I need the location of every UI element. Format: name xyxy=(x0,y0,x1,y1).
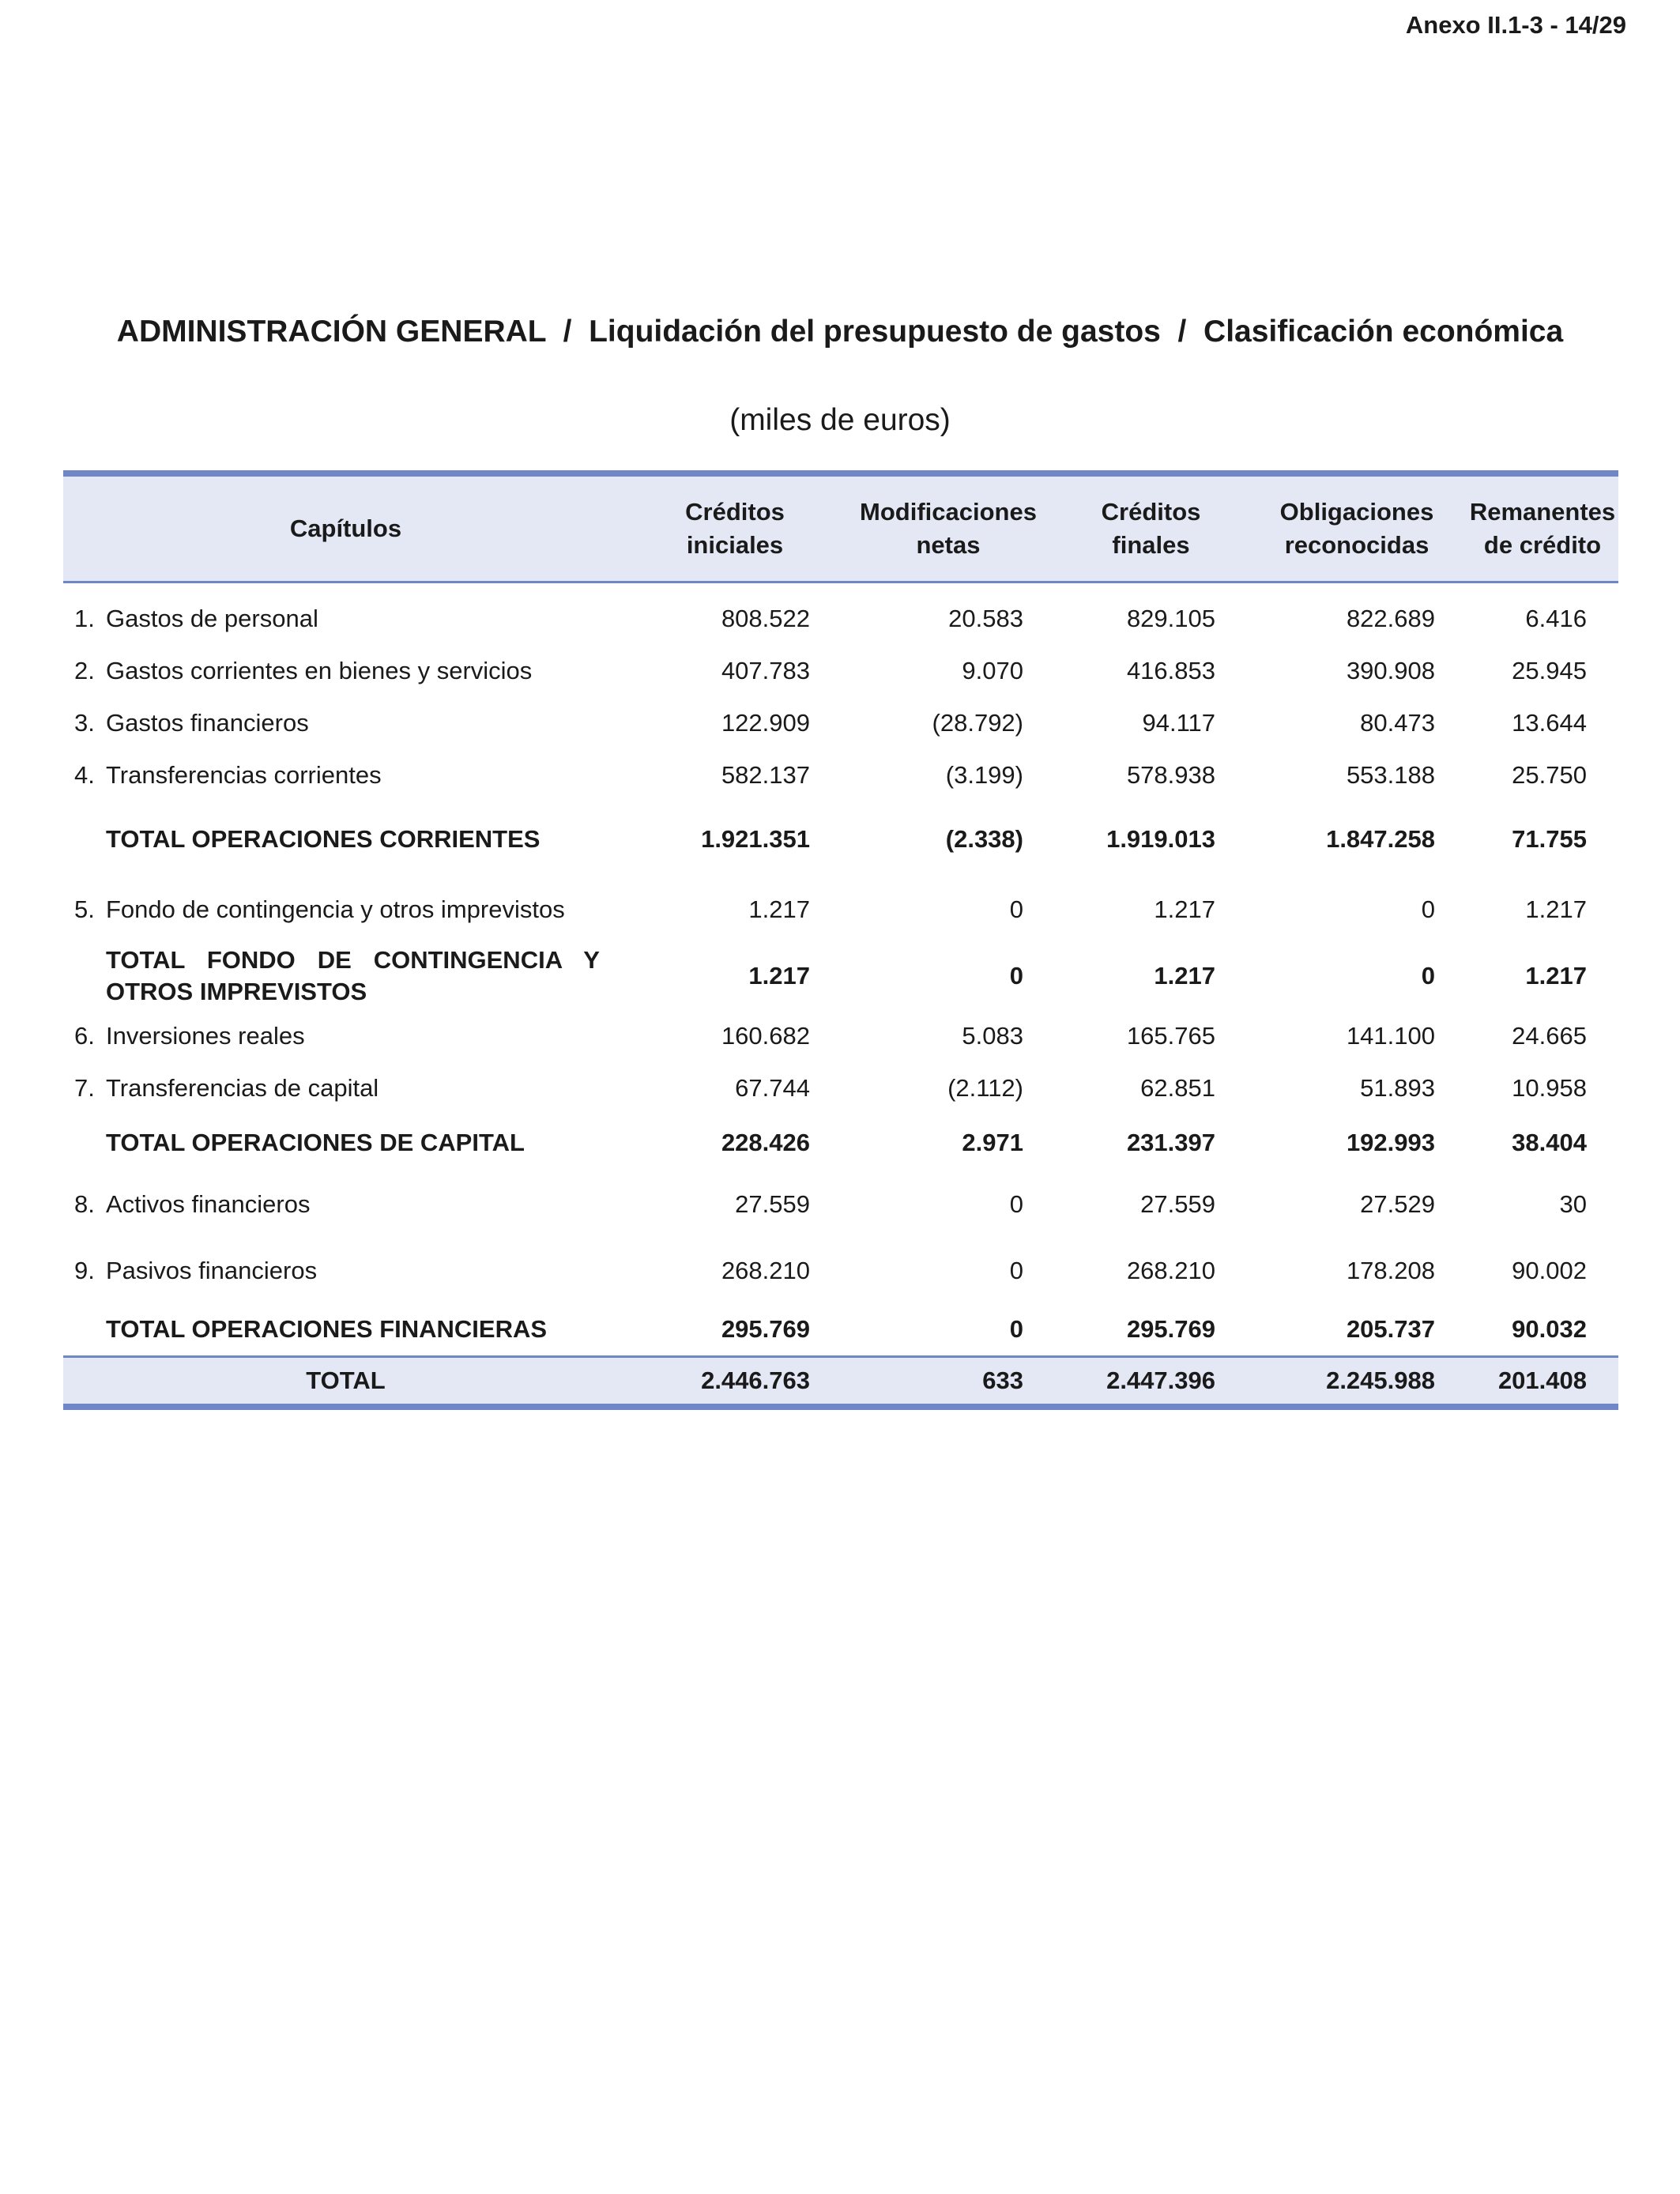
cell-remainders: 25.945 xyxy=(1512,657,1587,684)
cell-obligations: 390.908 xyxy=(1346,657,1435,684)
header-initial-credits: Créditos iniciales xyxy=(628,473,842,582)
chapter-number: 7. xyxy=(74,1074,95,1102)
cell-modifications: 20.583 xyxy=(948,605,1023,632)
table-row xyxy=(63,593,1618,645)
cell-obligations: 141.100 xyxy=(1346,1022,1435,1050)
cell-initial: 295.769 xyxy=(721,1315,810,1344)
cell-initial: 268.210 xyxy=(721,1257,810,1284)
cell-obligations: 27.529 xyxy=(1360,1190,1435,1218)
cell-remainders: 1.217 xyxy=(1525,895,1587,923)
subtotal-row-contingency-fund xyxy=(63,942,1618,1010)
cell-modifications: 9.070 xyxy=(962,657,1023,684)
subtotal-label: TOTAL OPERACIONES FINANCIERAS xyxy=(106,1315,548,1344)
cell-final: 1.217 xyxy=(1154,895,1215,923)
header-chapters: Capítulos xyxy=(63,473,628,582)
cell-remainders: 13.644 xyxy=(1512,709,1587,737)
subtotal-label: TOTAL FONDO DE CONTINGENCIA Y OTROS IMPREVISTOS xyxy=(106,946,600,1005)
cell-initial: 27.559 xyxy=(735,1190,810,1218)
cell-initial: 160.682 xyxy=(721,1022,810,1050)
cell-remainders: 25.750 xyxy=(1512,761,1587,789)
cell-remainders: 1.217 xyxy=(1525,962,1587,990)
cell-modifications: (3.199) xyxy=(945,761,1023,789)
cell-modifications: 633 xyxy=(842,1356,1055,1407)
cell-modifications: 0 xyxy=(1009,962,1023,990)
cell-remainders: 90.032 xyxy=(1512,1315,1587,1344)
row-label xyxy=(63,1171,628,1238)
cell-final: 165.765 xyxy=(1126,1022,1215,1050)
chapter-name: Gastos de personal xyxy=(106,605,318,632)
cell-modifications: (28.792) xyxy=(932,709,1023,737)
cell-final: 27.559 xyxy=(1140,1190,1215,1218)
units-subtitle: (miles de euros) xyxy=(729,403,951,437)
cell-final: 62.851 xyxy=(1140,1074,1215,1102)
cell-final: 829.105 xyxy=(1126,605,1215,632)
cell-obligations: 192.993 xyxy=(1346,1129,1435,1156)
table-row xyxy=(63,1171,1618,1238)
header-recognized-obligations: Obligaciones reconocidas xyxy=(1247,473,1467,582)
cell-modifications: 0 xyxy=(1009,1257,1023,1284)
chapter-number: 4. xyxy=(74,761,95,789)
cell-obligations: 822.689 xyxy=(1346,605,1435,632)
row-label xyxy=(63,1062,628,1114)
cell-initial: 67.744 xyxy=(735,1074,810,1102)
subtotal-label: TOTAL OPERACIONES CORRIENTES xyxy=(106,825,541,853)
chapter-name: Inversiones reales xyxy=(106,1022,305,1050)
table-row xyxy=(63,697,1618,749)
table-row xyxy=(63,1238,1618,1304)
cell-modifications: 0 xyxy=(1009,895,1023,923)
cell-modifications: 0 xyxy=(1009,1315,1023,1344)
row-label xyxy=(63,1010,628,1062)
cell-modifications: (2.338) xyxy=(945,825,1023,853)
chapter-name: Fondo de contingencia y otros imprevistos xyxy=(106,895,565,923)
cell-modifications: 5.083 xyxy=(962,1022,1023,1050)
cell-remainders: 201.408 xyxy=(1467,1356,1618,1407)
cell-obligations: 205.737 xyxy=(1346,1315,1435,1344)
chapter-number: 3. xyxy=(74,709,95,737)
cell-final: 268.210 xyxy=(1126,1257,1215,1284)
chapter-name: Activos financieros xyxy=(106,1190,311,1218)
cell-initial: 1.217 xyxy=(748,962,810,990)
cell-obligations: 2.245.988 xyxy=(1247,1356,1467,1407)
chapter-number: 6. xyxy=(74,1022,95,1050)
table-row xyxy=(63,1010,1618,1062)
cell-initial: 1.217 xyxy=(748,895,810,923)
cell-initial: 407.783 xyxy=(721,657,810,684)
budget-table xyxy=(63,470,1618,1410)
subtotal-row-financial-operations xyxy=(63,1304,1618,1356)
subtotal-row-capital-operations xyxy=(63,1114,1618,1171)
cell-remainders: 10.958 xyxy=(1512,1074,1587,1102)
cell-final: 2.447.396 xyxy=(1055,1356,1247,1407)
cell-remainders: 71.755 xyxy=(1512,825,1587,853)
chapter-name: Gastos corrientes en bienes y servicios xyxy=(106,657,533,684)
table-row xyxy=(63,1062,1618,1114)
page-title: ADMINISTRACIÓN GENERAL / Liquidación del presupuesto de gastos / Clasificación económica xyxy=(116,315,1564,349)
subtotal-label: TOTAL OPERACIONES DE CAPITAL xyxy=(106,1129,525,1156)
cell-remainders: 24.665 xyxy=(1512,1022,1587,1050)
cell-modifications: (2.112) xyxy=(947,1074,1023,1102)
chapter-name: Pasivos financieros xyxy=(106,1257,318,1284)
row-label xyxy=(63,749,628,801)
cell-remainders: 30 xyxy=(1559,1190,1587,1218)
chapter-number: 2. xyxy=(74,657,95,684)
row-label xyxy=(63,1238,628,1304)
page-reference: Anexo II.1-3 - 14/29 xyxy=(1405,11,1626,39)
cell-remainders: 90.002 xyxy=(1512,1257,1587,1284)
cell-obligations: 0 xyxy=(1421,895,1435,923)
chapter-number: 5. xyxy=(74,895,95,923)
cell-obligations: 0 xyxy=(1421,962,1435,990)
row-label xyxy=(63,593,628,645)
cell-modifications: 2.971 xyxy=(962,1129,1023,1156)
row-label xyxy=(63,877,628,942)
cell-final: 1.217 xyxy=(1154,962,1215,990)
cell-obligations: 178.208 xyxy=(1346,1257,1435,1284)
chapter-name: Transferencias corrientes xyxy=(106,761,382,789)
row-label xyxy=(63,697,628,749)
cell-final: 416.853 xyxy=(1126,657,1215,684)
cell-initial: 122.909 xyxy=(721,709,810,737)
header-net-modifications: Modificaciones netas xyxy=(842,473,1055,582)
chapter-number: 1. xyxy=(74,605,95,632)
cell-initial: 582.137 xyxy=(721,761,810,789)
cell-initial: 1.921.351 xyxy=(701,825,810,853)
header-credit-remainders: Remanentes de crédito xyxy=(1467,473,1618,582)
chapter-name: Transferencias de capital xyxy=(106,1074,379,1102)
cell-obligations: 80.473 xyxy=(1360,709,1435,737)
chapter-number: 9. xyxy=(74,1257,95,1284)
cell-final: 295.769 xyxy=(1126,1315,1215,1344)
table-header-row xyxy=(63,473,1618,582)
chapter-name: Gastos financieros xyxy=(106,709,309,737)
cell-obligations: 553.188 xyxy=(1346,761,1435,789)
cell-initial: 808.522 xyxy=(721,605,810,632)
cell-final: 1.919.013 xyxy=(1106,825,1215,853)
cell-final: 94.117 xyxy=(1142,709,1215,737)
subtotal-row-current-operations xyxy=(63,801,1618,877)
cell-final: 231.397 xyxy=(1126,1129,1215,1156)
cell-remainders: 38.404 xyxy=(1512,1129,1587,1156)
cell-initial: 2.446.763 xyxy=(628,1356,842,1407)
cell-obligations: 51.893 xyxy=(1360,1074,1435,1102)
cell-final: 578.938 xyxy=(1126,761,1215,789)
cell-obligations: 1.847.258 xyxy=(1326,825,1435,853)
total-label: TOTAL xyxy=(63,1356,628,1407)
cell-modifications: 0 xyxy=(1009,1190,1023,1218)
cell-initial: 228.426 xyxy=(721,1129,810,1156)
row-label xyxy=(63,645,628,697)
table-row xyxy=(63,645,1618,697)
table-row xyxy=(63,749,1618,801)
header-final-credits: Créditos finales xyxy=(1055,473,1247,582)
cell-remainders: 6.416 xyxy=(1525,605,1587,632)
chapter-number: 8. xyxy=(74,1190,95,1218)
grand-total-row xyxy=(63,1356,1618,1407)
table-row xyxy=(63,877,1618,942)
